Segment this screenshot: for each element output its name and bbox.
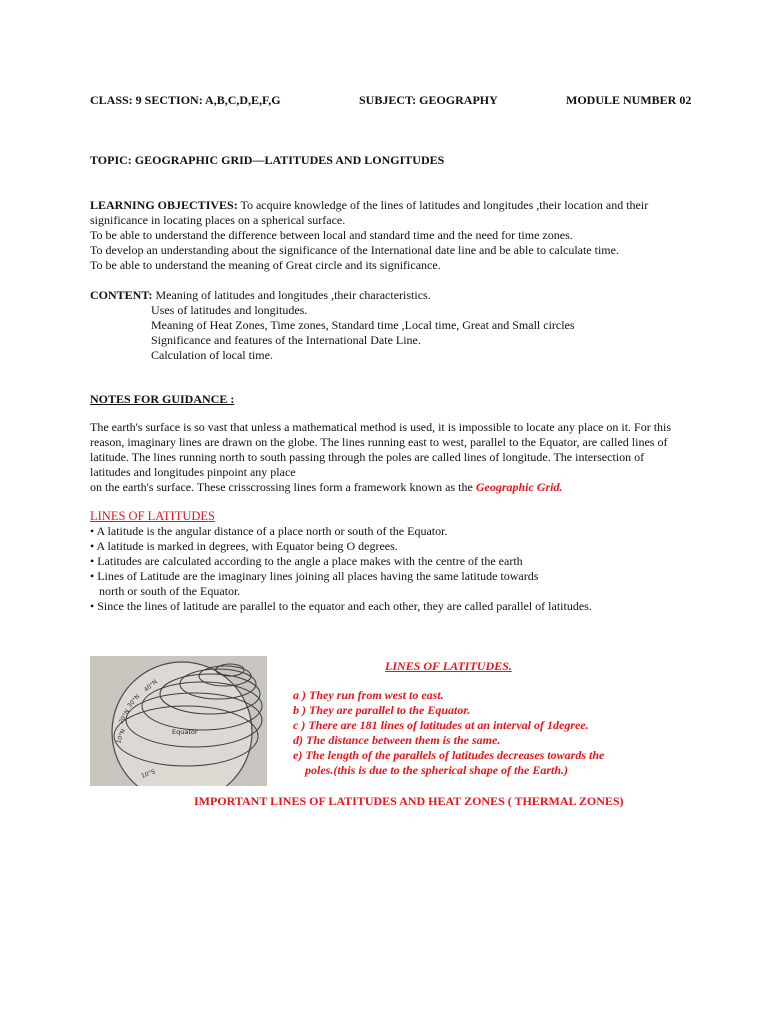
svg-text:30°N: 30°N [126,693,142,710]
latitude-bullet: • Latitudes are calculated according to the angle a place makes with the centre of the earth [90,554,523,568]
content-item: Calculation of local time. [151,348,273,362]
module-number-label: MODULE NUMBER 02 [566,93,692,107]
learning-objectives-label: LEARNING OBJECTIVES: [90,198,238,212]
latitude-bullet: • A latitude is marked in degrees, with Equator being O degrees. [90,539,398,553]
learning-objectives-text: To acquire knowledge of the lines of latitudes and longitudes ,their location and their [237,198,649,212]
latitudes-heading: LINES OF LATITUDES [90,509,215,523]
latitude-property: d) The distance between them is the same. [293,733,501,747]
notes-line: latitude. The lines running north to south passing through the poles are called lines of longitude. The intersection of [90,450,645,464]
latitude-bullet: • A latitude is the angular distance of a place north or south of the Equator. [90,524,448,538]
svg-text:40°N: 40°N [142,678,159,694]
latitude-property: c ) There are 181 lines of latitudes at an interval of 1degree. [293,718,589,732]
topic-title: TOPIC: GEOGRAPHIC GRID—LATITUDES AND LONGITUDES [90,153,445,167]
geographic-grid-highlight: Geographic Grid. [475,480,563,494]
latitude-properties-list [293,688,604,778]
globe-figure [90,656,267,786]
content-label: CONTENT: [90,288,153,302]
notes-line: latitudes and longitudes pinpoint any place [90,465,296,479]
content-first-line [90,288,431,303]
content-item: Uses of latitudes and longitudes. [151,303,308,317]
latitude-property: a ) They run from west to east. [293,688,444,702]
notes-last-line [90,480,563,495]
content-item: Significance and features of the International Date Line. [151,333,421,347]
content-item: Meaning of Heat Zones, Time zones, Standard time ,Local time, Great and Small circles [151,318,575,332]
latitude-property: b ) They are parallel to the Equator. [293,703,471,717]
figure-title: LINES OF LATITUDES. [385,659,512,673]
objective-line: To develop an understanding about the significance of the International date line and be able to calculate time. [90,243,619,257]
heat-zones-heading: IMPORTANT LINES OF LATITUDES AND HEAT ZONES ( THERMAL ZONES) [194,794,624,808]
learning-objectives-first-line [90,198,648,213]
notes-line: reason, imaginary lines are drawn on the globe. The lines running east to west, parallel to the Equator, are called lines of [90,435,668,449]
svg-text:10°N: 10°N [115,728,128,745]
latitude-bullet: north or south of the Equator. [90,584,241,598]
objective-line: To be able to understand the meaning of Great circle and its significance. [90,258,441,272]
class-section-label: CLASS: 9 SECTION: A,B,C,D,E,F,G [90,93,281,107]
latitude-property: e) The length of the parallels of latitudes decreases towards the [293,748,605,762]
latitude-bullet: • Lines of Latitude are the imaginary lines joining all places having the same latitude towards [90,569,539,583]
equator-label: Equator [172,728,198,736]
notes-line: The earth's surface is so vast that unless a mathematical method is used, it is impossible to locate any place on it. For this [90,420,672,434]
svg-text:20°N: 20°N [117,708,132,725]
content-text: Meaning of latitudes and longitudes ,their characteristics. [152,288,431,302]
notes-last-text: on the earth's surface. These crisscrossing lines form a framework known as the [90,480,476,494]
objective-line: significance in locating places on a spherical surface. [90,213,346,227]
latitude-property: poles.(this is due to the spherical shape of the Earth.) [293,763,569,777]
objective-line: To be able to understand the difference between local and standard time and the need for time zones. [90,228,573,242]
latitude-bullet: • Since the lines of latitude are parallel to the equator and each other, they are called parallel of latitudes. [90,599,592,613]
globe-latitude-illustration [90,656,267,786]
svg-text:10°S: 10°S [140,768,157,780]
subject-label: SUBJECT: GEOGRAPHY [359,93,498,107]
latitude-bullet-list [90,524,592,614]
notes-heading: NOTES FOR GUIDANCE : [90,392,235,406]
